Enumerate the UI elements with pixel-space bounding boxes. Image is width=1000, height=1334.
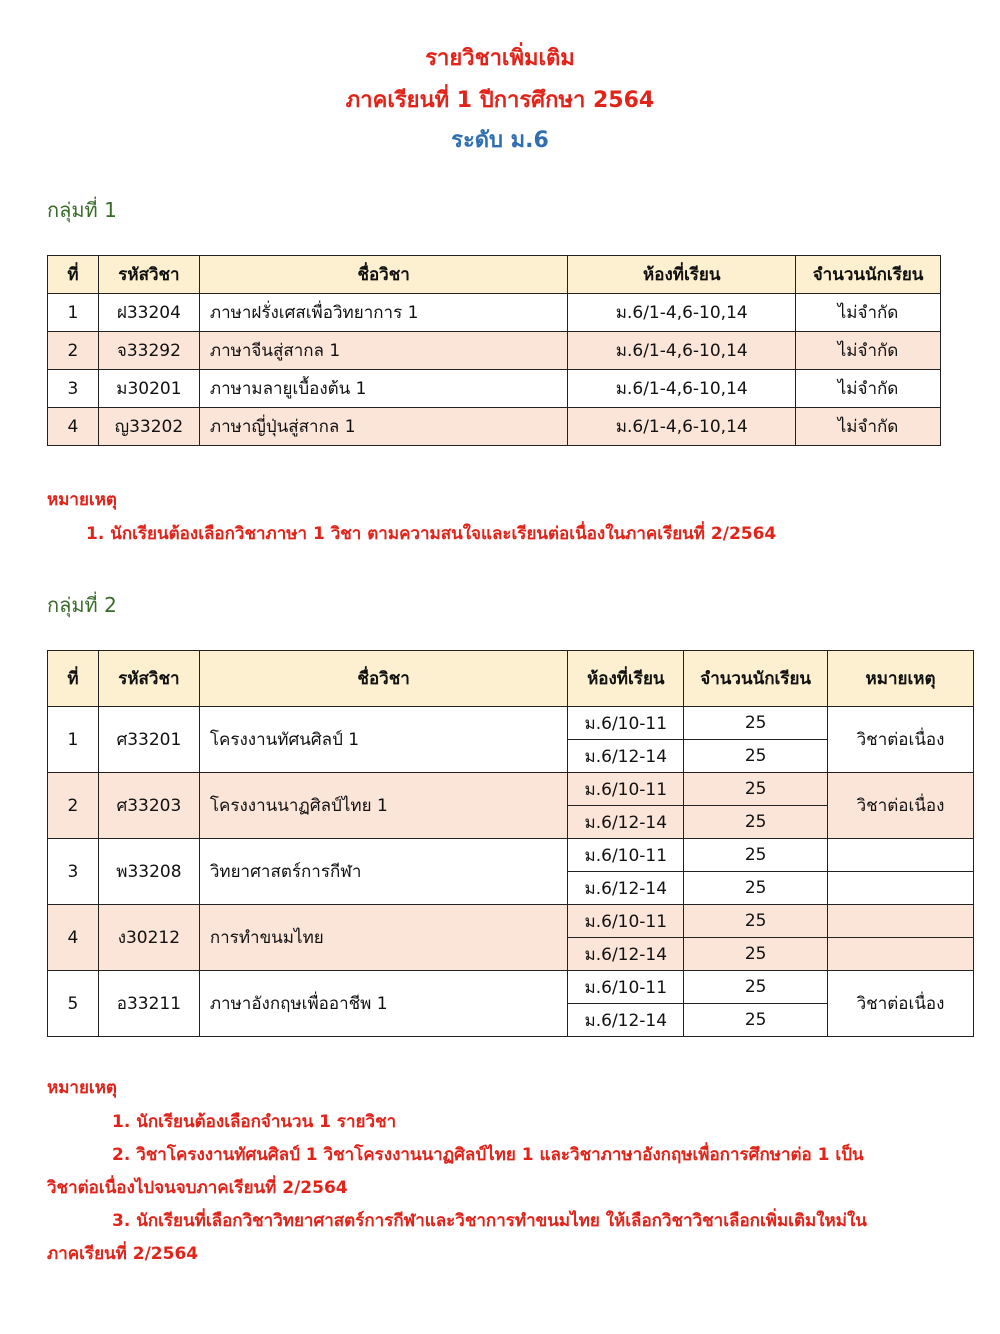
table-row [48, 905, 974, 938]
cell-room: ม.6/12-14 [568, 938, 684, 971]
cell-code: ศ33201 [98, 707, 199, 773]
cell-count: 25 [684, 839, 828, 872]
cell-code: ญ33202 [98, 408, 199, 446]
cell-room: ม.6/1-4,6-10,14 [568, 332, 796, 370]
cell-count: 25 [684, 740, 828, 773]
cell-name: ภาษาญี่ปุ่นสู่สากล 1 [199, 408, 568, 446]
col-header-no: ที่ [48, 651, 99, 707]
cell-room: ม.6/12-14 [568, 740, 684, 773]
cell-room: ม.6/10-11 [568, 839, 684, 872]
cell-count: 25 [684, 773, 828, 806]
cell-code: ง30212 [98, 905, 199, 971]
col-header-code: รหัสวิชา [98, 256, 199, 294]
col-header-no: ที่ [48, 256, 99, 294]
cell-count: 25 [684, 938, 828, 971]
cell-room: ม.6/12-14 [568, 1004, 684, 1037]
cell-code: พ33208 [98, 839, 199, 905]
cell-remark [828, 905, 974, 938]
cell-count: ไม่จำกัด [796, 370, 941, 408]
group2-note-3-cont: ภาคเรียนที่ 2/2564 [47, 1244, 199, 1264]
col-header-code: รหัสวิชา [98, 651, 199, 707]
cell-no: 3 [48, 370, 99, 408]
cell-count: 25 [684, 806, 828, 839]
cell-room: ม.6/10-11 [568, 971, 684, 1004]
cell-room: ม.6/12-14 [568, 872, 684, 905]
cell-count: 25 [684, 707, 828, 740]
cell-name: การทำขนมไทย [199, 905, 568, 971]
table-row [48, 408, 941, 446]
col-header-name: ชื่อวิชา [199, 256, 568, 294]
cell-no: 1 [48, 707, 99, 773]
table-row [48, 294, 941, 332]
cell-no: 2 [48, 332, 99, 370]
group2-heading: กลุ่มที่ 2 [47, 593, 117, 617]
group1-header-row [48, 256, 941, 294]
group2-note-3: 3. นักเรียนที่เลือกวิชาวิทยาศาสตร์การกีฬาและวิชาการทำขนมไทย ให้เลือกวิชาวิชาเลือกเพิ่มเติมใหม่ใน [112, 1211, 867, 1231]
group2-note-2-cont: วิชาต่อเนื่องไปจนจบภาคเรียนที่ 2/2564 [47, 1178, 348, 1198]
cell-count: ไม่จำกัด [796, 332, 941, 370]
group1-note-heading: หมายเหตุ [47, 490, 117, 510]
cell-room: ม.6/12-14 [568, 806, 684, 839]
cell-code: จ33292 [98, 332, 199, 370]
group2-table [47, 650, 974, 1037]
col-header-remark: หมายเหตุ [828, 651, 974, 707]
cell-room: ม.6/10-11 [568, 905, 684, 938]
cell-room: ม.6/1-4,6-10,14 [568, 294, 796, 332]
cell-room: ม.6/1-4,6-10,14 [568, 408, 796, 446]
table-row [48, 773, 974, 806]
col-header-count: จำนวนนักเรียน [796, 256, 941, 294]
cell-name: โครงงานนาฏศิลป์ไทย 1 [199, 773, 568, 839]
page-title: รายวิชาเพิ่มเติม [425, 46, 575, 71]
cell-name: ภาษาจีนสู่สากล 1 [199, 332, 568, 370]
cell-remark [828, 839, 974, 872]
group1-note-1: 1. นักเรียนต้องเลือกวิชาภาษา 1 วิชา ตามความสนใจและเรียนต่อเนื่องในภาคเรียนที่ 2/2564 [86, 524, 777, 544]
table-row [48, 370, 941, 408]
table-row [48, 332, 941, 370]
cell-count: 25 [684, 872, 828, 905]
cell-count: 25 [684, 905, 828, 938]
cell-remark [828, 938, 974, 971]
cell-no: 4 [48, 408, 99, 446]
cell-count: 25 [684, 971, 828, 1004]
cell-count: ไม่จำกัด [796, 294, 941, 332]
cell-no: 4 [48, 905, 99, 971]
cell-name: ภาษามลายูเบื้องต้น 1 [199, 370, 568, 408]
cell-count: 25 [684, 1004, 828, 1037]
cell-code: อ33211 [98, 971, 199, 1037]
cell-name: ภาษาฝรั่งเศสเพื่อวิทยาการ 1 [199, 294, 568, 332]
col-header-room: ห้องที่เรียน [568, 651, 684, 707]
cell-count: ไม่จำกัด [796, 408, 941, 446]
cell-room: ม.6/10-11 [568, 707, 684, 740]
cell-no: 3 [48, 839, 99, 905]
cell-room: ม.6/10-11 [568, 773, 684, 806]
col-header-count: จำนวนนักเรียน [684, 651, 828, 707]
col-header-name: ชื่อวิชา [199, 651, 568, 707]
table-row [48, 707, 974, 740]
cell-no: 2 [48, 773, 99, 839]
cell-code: ฝ33204 [98, 294, 199, 332]
group1-table [47, 255, 941, 446]
col-header-room: ห้องที่เรียน [568, 256, 796, 294]
group2-note-2: 2. วิชาโครงงานทัศนศิลป์ 1 วิชาโครงงานนาฏศิลป์ไทย 1 และวิชาภาษาอังกฤษเพื่อการศึกษาต่อ 1 เป็น [112, 1145, 864, 1165]
semester-title: ภาคเรียนที่ 1 ปีการศึกษา 2564 [345, 88, 655, 113]
cell-name: วิทยาศาสตร์การกีฬา [199, 839, 568, 905]
cell-no: 5 [48, 971, 99, 1037]
cell-no: 1 [48, 294, 99, 332]
cell-code: ม30201 [98, 370, 199, 408]
table-row [48, 971, 974, 1004]
cell-name: โครงงานทัศนศิลป์ 1 [199, 707, 568, 773]
cell-room: ม.6/1-4,6-10,14 [568, 370, 796, 408]
group2-note-1: 1. นักเรียนต้องเลือกจำนวน 1 รายวิชา [112, 1112, 397, 1132]
group2-note-heading: หมายเหตุ [47, 1078, 117, 1098]
cell-remark: วิชาต่อเนื่อง [828, 971, 974, 1037]
group2-header-row [48, 651, 974, 707]
cell-remark [828, 872, 974, 905]
table-row [48, 839, 974, 872]
level-title: ระดับ ม.6 [451, 128, 549, 153]
cell-remark: วิชาต่อเนื่อง [828, 773, 974, 839]
cell-name: ภาษาอังกฤษเพื่ออาชีพ 1 [199, 971, 568, 1037]
cell-remark: วิชาต่อเนื่อง [828, 707, 974, 773]
group1-heading: กลุ่มที่ 1 [47, 198, 117, 222]
cell-code: ศ33203 [98, 773, 199, 839]
